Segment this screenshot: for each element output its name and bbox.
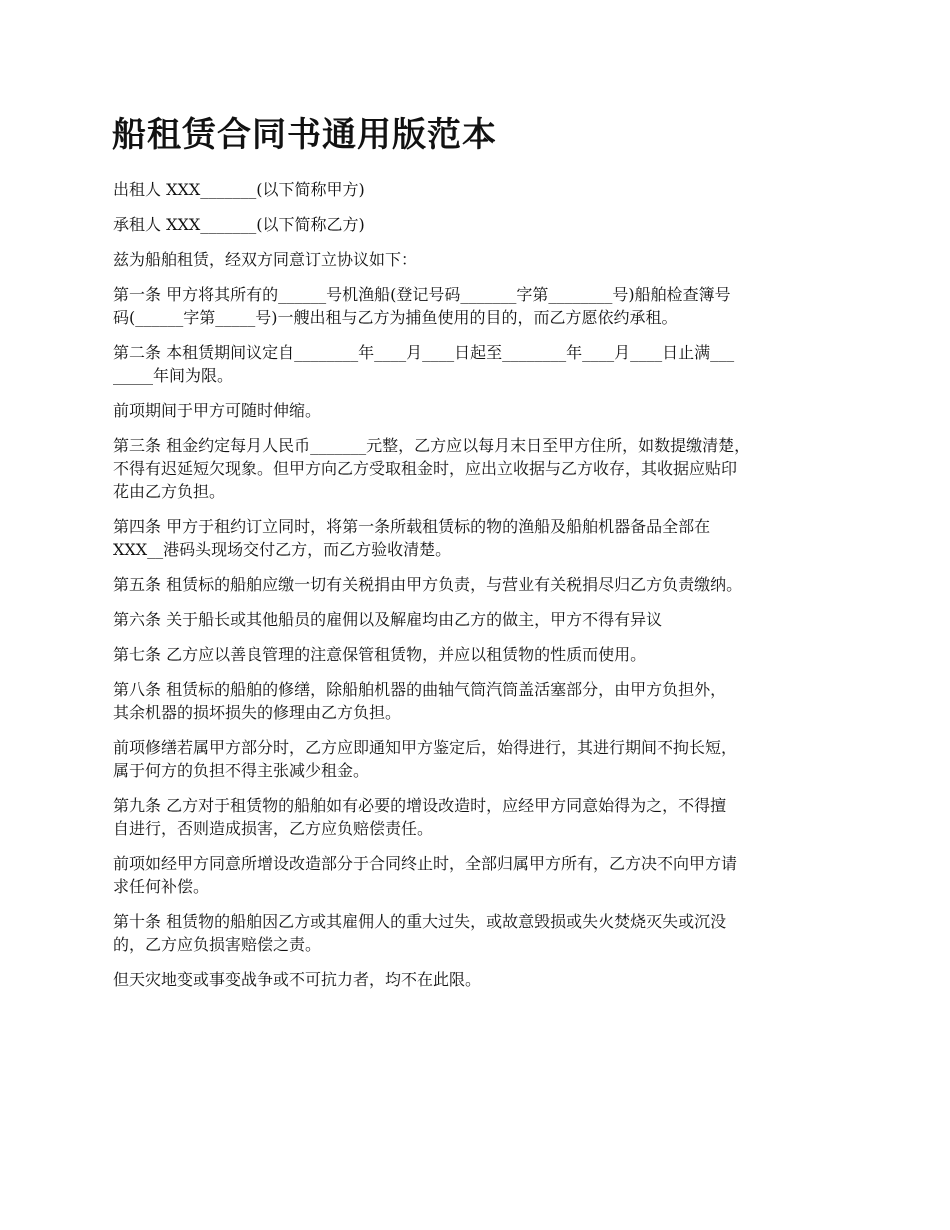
clause-8: 第八条 租赁标的船舶的修缮，除船舶机器的曲轴气筒汽筒盖活塞部分，由甲方负担外， 其余机器的损坏损失的修理由乙方负担。 (113, 680, 727, 722)
paragraph-lessee: 承租人 XXX_______(以下简称乙方) (113, 215, 365, 234)
clause-10-note: 但天灾地变或事变战争或不可抗力者，均不在此限。 (113, 970, 482, 989)
clause-7: 第七条 乙方应以善良管理的注意保管租赁物，并应以租赁物的性质而使用。 (113, 645, 647, 664)
clause-5: 第五条 租赁标的船舶应缴一切有关税捐由甲方负责，与营业有关税捐尽归乙方负责缴纳。 (113, 575, 743, 594)
clause-4: 第四条 甲方于租约订立同时，将第一条所载租赁标的物的渔船及船舶机器备品全部在 XXX__港码头现场交付乙方，而乙方验收清楚。 (113, 517, 711, 559)
paragraph-lessor: 出租人 XXX_______(以下简称甲方) (113, 180, 365, 199)
clause-2: 第二条 本租赁期间议定自________年____月____日起至________年____月____日止满___ _____年间为限。 (113, 343, 735, 385)
clause-6: 第六条 关于船长或其他船员的雇佣以及解雇均由乙方的做主，甲方不得有异议 (113, 610, 663, 629)
clause-8-note: 前项修缮若属甲方部分时，乙方应即通知甲方鉴定后，始得进行，其进行期间不拘长短， 属于何方的负担不得主张减少租金。 (113, 738, 738, 780)
clause-9: 第九条 乙方对于租赁物的船舶如有必要的增设改造时，应经甲方同意始得为之，不得擅 自进行，否则造成损害，乙方应负赔偿责任。 (113, 796, 727, 838)
document-body (113, 178, 848, 1003)
document-title: 船租赁合同书通用版范本 (112, 115, 497, 155)
clause-2-note: 前项期间于甲方可随时伸缩。 (113, 401, 322, 420)
clause-10: 第十条 租赁物的船舶因乙方或其雇佣人的重大过失，或故意毁损或失火焚烧灭失或沉没 的，乙方应负损害赔偿之责。 (113, 912, 727, 954)
clause-9-note: 前项如经甲方同意所增设改造部分于合同终止时，全部归属甲方所有，乙方决不向甲方请 求任何补偿。 (113, 854, 738, 896)
paragraph-preamble: 兹为船舶租赁，经双方同意订立协议如下： (113, 250, 418, 269)
clause-3: 第三条 租金约定每月人民币_______元整，乙方应以每月末日至甲方住所，如数提缴清楚， 不得有迟延短欠现象。但甲方向乙方受取租金时，应出立收据与乙方收存，其收据应贴印 花由乙方负担。 (113, 436, 751, 501)
clause-1: 第一条 甲方将其所有的______号机渔船(登记号码_______字第________号)船舶检查簿号 码(______字第_____号)一艘出租与乙方为捕鱼使用的目的，而乙方愿依约承租。 (113, 285, 731, 327)
